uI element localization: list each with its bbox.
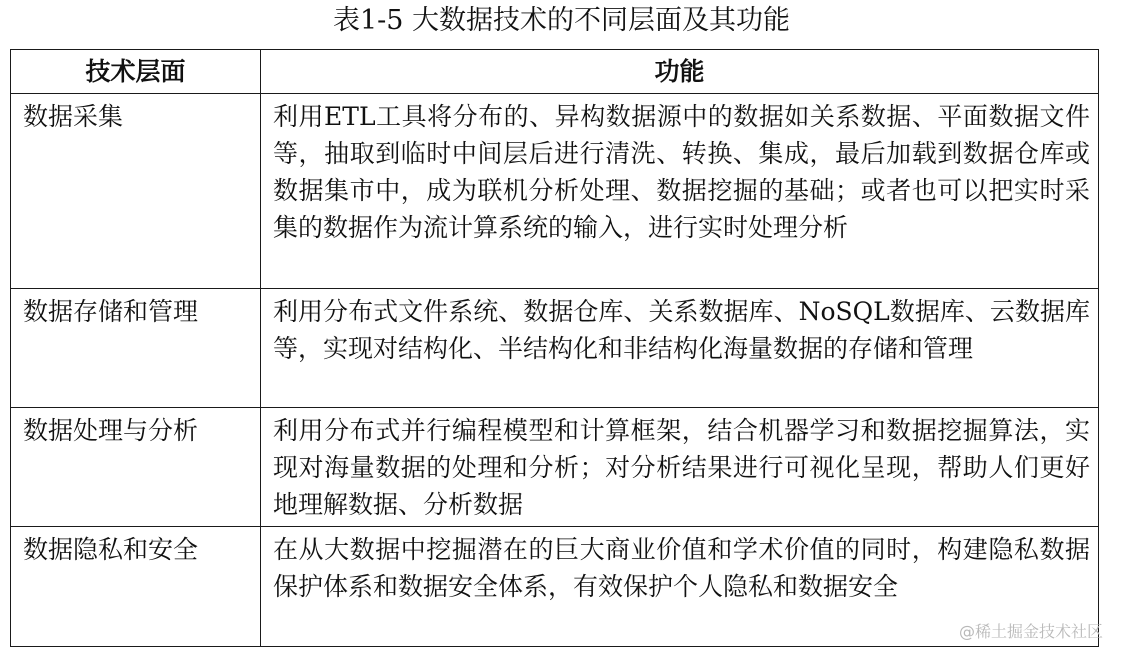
table-row xyxy=(11,527,1099,647)
header-tech-layer: 技术层面 xyxy=(11,50,261,94)
function-cell: 在从大数据中挖掘潜在的巨大商业价值和学术价值的同时，构建隐私数据保护体系和数据安全体系，有效保护个人隐私和数据安全 xyxy=(261,527,1099,647)
watermark: @稀土掘金技术社区 xyxy=(958,622,1103,641)
functions-table xyxy=(10,49,1099,647)
table-row xyxy=(11,94,1099,289)
function-cell: 利用ETL工具将分布的、异构数据源中的数据如关系数据、平面数据文件等，抽取到临时中间层后进行清洗、转换、集成，最后加载到数据仓库或数据集市中，成为联机分析处理、数据挖掘的基础；或者也可以把实时采集的数据作为流计算系统的输入，进行实时处理分析 xyxy=(261,94,1099,289)
function-cell: 利用分布式并行编程模型和计算框架，结合机器学习和数据挖掘算法，实现对海量数据的处理和分析；对分析结果进行可视化呈现，帮助人们更好地理解数据、分析数据 xyxy=(261,408,1099,527)
tech-layer-cell: 数据隐私和安全 xyxy=(11,527,261,647)
tech-layer-cell: 数据存储和管理 xyxy=(11,289,261,408)
table-header-row xyxy=(11,50,1099,94)
tech-layer-cell: 数据采集 xyxy=(11,94,261,289)
table-caption: 表1-5 大数据技术的不同层面及其功能 xyxy=(332,5,791,36)
table-row xyxy=(11,408,1099,527)
tech-layer-cell: 数据处理与分析 xyxy=(11,408,261,527)
table-row xyxy=(11,289,1099,408)
header-function: 功能 xyxy=(261,50,1099,94)
function-cell: 利用分布式文件系统、数据仓库、关系数据库、NoSQL数据库、云数据库等，实现对结构化、半结构化和非结构化海量数据的存储和管理 xyxy=(261,289,1099,408)
